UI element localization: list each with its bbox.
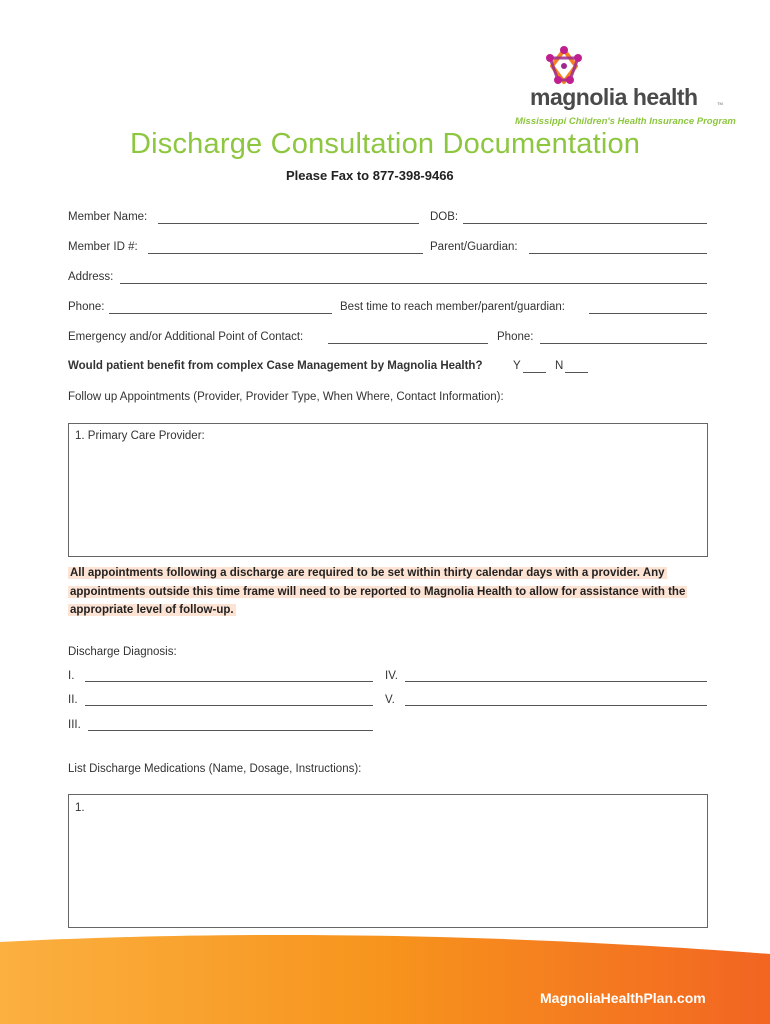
diagnosis-field-2[interactable] (85, 705, 373, 706)
no-field[interactable] (565, 372, 588, 373)
phone2-label: Phone: (497, 331, 534, 343)
footer-wave (0, 930, 770, 1024)
best-time-label: Best time to reach member/parent/guardian: (340, 301, 566, 313)
flower-icon (540, 44, 588, 88)
primary-care-provider-label: 1. Primary Care Provider: (75, 430, 205, 442)
fax-instruction: Please Fax to 877-398-9466 (286, 168, 454, 183)
medications-label: List Discharge Medications (Name, Dosage, Instructions): (68, 763, 362, 775)
page-title: Discharge Consultation Documentation (130, 128, 641, 160)
member-name-label: Member Name: (68, 211, 148, 223)
diagnosis-numeral-4: IV. (385, 670, 399, 682)
trademark: TM (717, 101, 723, 106)
parent-guardian-label: Parent/Guardian: (430, 241, 518, 253)
appointment-notice (68, 564, 713, 620)
phone2-field[interactable] (540, 343, 707, 344)
dob-field[interactable] (463, 223, 707, 224)
diagnosis-field-3[interactable] (88, 730, 373, 731)
emergency-contact-label: Emergency and/or Additional Point of Contact: (68, 331, 304, 343)
footer-website-link[interactable]: MagnoliaHealthPlan.com (540, 990, 706, 1006)
yes-label: Y (513, 360, 521, 372)
diagnosis-numeral-3: III. (68, 719, 81, 731)
diagnosis-field-4[interactable] (405, 681, 707, 682)
diagnosis-field-5[interactable] (405, 705, 707, 706)
diagnosis-numeral-1: I. (68, 670, 75, 682)
phone-field[interactable] (109, 313, 332, 314)
case-management-question: Would patient benefit from complex Case Management by Magnolia Health? (68, 360, 483, 372)
medication-item-1-label: 1. (75, 802, 85, 814)
member-id-label: Member ID #: (68, 241, 138, 253)
address-label: Address: (68, 271, 114, 283)
member-id-field[interactable] (148, 253, 423, 254)
follow-up-textbox[interactable] (68, 423, 708, 557)
brand-tagline: Mississippi Children's Health Insurance Program (515, 116, 736, 127)
member-name-field[interactable] (158, 223, 419, 224)
diagnosis-numeral-2: II. (68, 694, 78, 706)
discharge-diagnosis-label: Discharge Diagnosis: (68, 646, 177, 658)
parent-guardian-field[interactable] (529, 253, 707, 254)
medications-textbox[interactable] (68, 794, 708, 928)
yes-field[interactable] (523, 372, 546, 373)
brand-name: magnolia health (530, 84, 698, 110)
diagnosis-numeral-5: V. (385, 694, 395, 706)
address-field[interactable] (120, 283, 707, 284)
dob-label: DOB: (430, 211, 459, 223)
phone-label: Phone: (68, 301, 105, 313)
best-time-field[interactable] (589, 313, 707, 314)
diagnosis-field-1[interactable] (85, 681, 373, 682)
no-label: N (555, 360, 564, 372)
follow-up-label: Follow up Appointments (Provider, Provider Type, When Where, Contact Information): (68, 391, 504, 403)
emergency-contact-field[interactable] (328, 343, 488, 344)
appointment-notice-text: All appointments following a discharge are required to be set within thirty calendar days with a provider. Any appointments outside this time frame will need to be reported to Magnolia Health to allow for assistance with the appropriate level of follow-up. (70, 567, 686, 616)
